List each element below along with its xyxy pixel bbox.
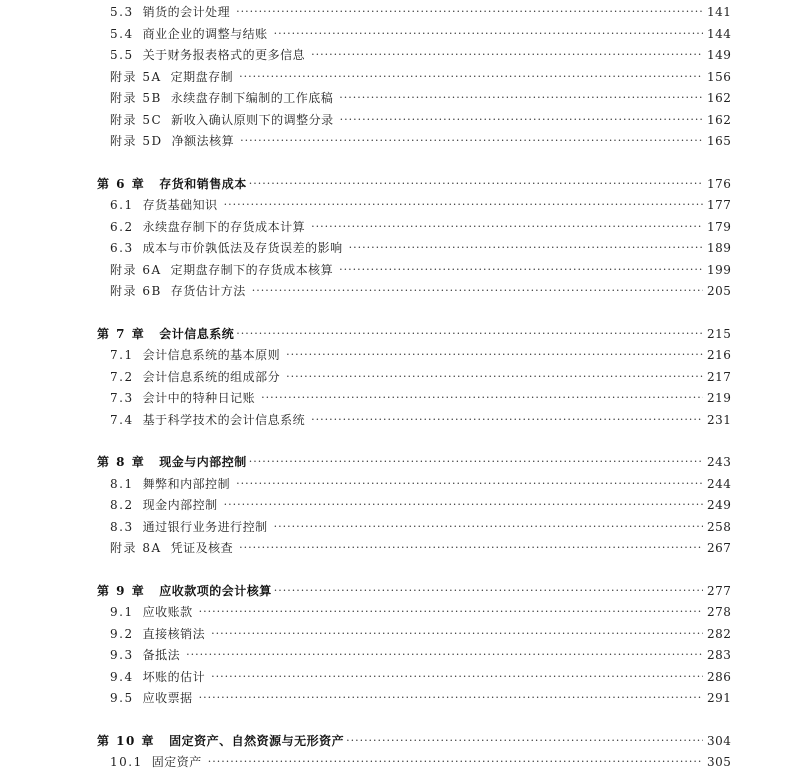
toc-section-entry[interactable] — [110, 25, 732, 43]
toc-entry-number: 附录 6B — [110, 284, 162, 298]
toc-entry-page: 219 — [707, 391, 732, 405]
toc-dot-leader — [208, 753, 703, 771]
toc-entry-number: 附录 6A — [110, 262, 162, 277]
toc-entry-title: 会计中的特种日记账 — [142, 391, 256, 405]
toc-entry-title: 基于科学技术的会计信息系统 — [142, 412, 306, 427]
toc-appendix-entry[interactable] — [110, 261, 732, 279]
toc-entry-page: 215 — [707, 326, 732, 341]
toc-entry-number: 5.4 — [110, 26, 134, 41]
toc-entry-title: 现金内部控制 — [142, 498, 218, 512]
toc-entry-title: 应收账款 — [142, 605, 193, 619]
toc-section-entry[interactable] — [110, 689, 732, 707]
toc-entry-page: 177 — [707, 198, 732, 212]
toc-entry-title: 关于财务报表格式的更多信息 — [142, 48, 306, 62]
toc-section-entry[interactable] — [110, 46, 732, 64]
toc-entry-title: 成本与市价孰低法及存货误差的影响 — [142, 241, 343, 255]
toc-entry-number: 附录 5A — [110, 69, 162, 84]
toc-chapter-entry[interactable] — [97, 175, 732, 193]
toc-dot-leader — [239, 539, 703, 557]
toc-entry-page: 141 — [707, 5, 732, 19]
toc-dot-leader — [249, 453, 703, 471]
toc-appendix-entry[interactable] — [110, 539, 732, 557]
toc-entry-title: 存货基础知识 — [142, 198, 218, 212]
toc-dot-leader — [274, 25, 703, 43]
toc-entry-page: 179 — [707, 219, 732, 234]
toc-section-entry[interactable] — [110, 389, 732, 407]
toc-chapter-entry[interactable] — [97, 453, 732, 471]
toc-entry-title: 现金与内部控制 — [159, 455, 247, 469]
toc-appendix-entry[interactable] — [110, 282, 732, 300]
toc-entry-number: 第 10 章 — [97, 733, 156, 748]
toc-appendix-entry[interactable] — [110, 89, 732, 107]
toc-entry-number: 6.1 — [110, 198, 134, 212]
toc-entry-page: 282 — [707, 626, 732, 641]
toc-entry-number: 9.5 — [110, 691, 134, 705]
toc-entry-page: 205 — [707, 284, 732, 298]
toc-entry-title: 存货估计方法 — [170, 284, 246, 298]
toc-entry-number: 5.3 — [110, 5, 134, 19]
toc-dot-leader — [286, 368, 703, 386]
toc-appendix-entry[interactable] — [110, 111, 732, 129]
toc-dot-leader — [211, 668, 703, 686]
toc-dot-leader — [274, 518, 703, 536]
toc-entry-number: 第 9 章 — [97, 583, 146, 598]
toc-entry-number: 8.1 — [110, 476, 134, 491]
toc-entry-page: 216 — [707, 348, 732, 362]
toc-chapter-entry[interactable] — [97, 732, 732, 750]
toc-section-entry[interactable] — [110, 603, 732, 621]
toc-entry-page: 176 — [707, 176, 732, 191]
toc-dot-leader — [340, 111, 703, 129]
toc-entry-page: 149 — [707, 48, 732, 62]
toc-dot-leader — [349, 239, 703, 257]
toc-dot-leader — [199, 603, 703, 621]
toc-dot-leader — [186, 646, 703, 664]
toc-dot-leader — [339, 261, 703, 279]
toc-appendix-entry[interactable] — [110, 132, 732, 150]
toc-dot-leader — [311, 46, 703, 64]
toc-entry-title: 新收入确认原则下的调整分录 — [171, 112, 334, 127]
toc-entry-title: 会计信息系统的基本原则 — [142, 348, 281, 362]
toc-entry-number: 6.3 — [110, 241, 134, 255]
toc-section-entry[interactable] — [110, 346, 732, 364]
toc-section-entry[interactable] — [110, 411, 732, 429]
toc-entry-page: 144 — [707, 26, 732, 41]
toc-entry-number: 10.1 — [110, 755, 143, 769]
toc-section-entry[interactable] — [110, 368, 732, 386]
toc-dot-leader — [224, 496, 703, 514]
toc-chapter-entry[interactable] — [97, 325, 732, 343]
toc-entry-title: 直接核销法 — [142, 626, 206, 641]
toc-section-entry[interactable] — [110, 668, 732, 686]
toc-dot-leader — [311, 218, 703, 236]
toc-section-entry[interactable] — [110, 753, 732, 771]
toc-entry-title: 永续盘存制下的存货成本计算 — [142, 219, 306, 234]
toc-entry-number: 8.3 — [110, 519, 134, 534]
toc-entry-number: 5.5 — [110, 48, 134, 62]
toc-entry-page: 249 — [707, 498, 732, 512]
toc-entry-page: 267 — [707, 541, 732, 555]
toc-section-entry[interactable] — [110, 518, 732, 536]
toc-dot-leader — [274, 582, 703, 600]
toc-dot-leader — [236, 475, 703, 493]
toc-entry-page: 244 — [707, 476, 732, 491]
toc-entry-title: 凭证及核查 — [170, 541, 234, 555]
toc-entry-number: 8.2 — [110, 498, 134, 512]
toc-entry-page: 231 — [707, 412, 732, 427]
toc-dot-leader — [252, 282, 703, 300]
toc-entry-page: 189 — [707, 241, 732, 255]
toc-dot-leader — [286, 346, 703, 364]
toc-dot-leader — [236, 3, 703, 21]
toc-entry-title: 商业企业的调整与结账 — [142, 26, 268, 41]
toc-entry-page: 162 — [707, 91, 732, 105]
toc-entry-title: 固定资产、自然资源与无形资产 — [169, 733, 345, 748]
toc-dot-leader — [224, 196, 703, 214]
toc-dot-leader — [346, 732, 703, 750]
toc-chapter-entry[interactable] — [97, 582, 732, 600]
toc-entry-page: 291 — [707, 691, 732, 705]
toc-section-entry[interactable] — [110, 646, 732, 664]
toc-entry-number: 9.4 — [110, 669, 134, 684]
toc-entry-title: 坏账的估计 — [142, 669, 206, 684]
toc-entry-number: 7.2 — [110, 369, 134, 384]
toc-entry-title: 销货的会计处理 — [142, 5, 231, 19]
toc-entry-page: 156 — [707, 69, 732, 84]
toc-section-entry[interactable] — [110, 496, 732, 514]
toc-dot-leader — [236, 325, 703, 343]
toc-entry-page: 304 — [707, 733, 732, 748]
toc-entry-number: 附录 8A — [110, 541, 162, 555]
toc-dot-leader — [199, 689, 703, 707]
toc-entry-number: 附录 5D — [110, 134, 163, 148]
toc-dot-leader — [249, 175, 703, 193]
toc-section-entry[interactable] — [110, 3, 732, 21]
toc-entry-page: 278 — [707, 605, 732, 619]
toc-entry-number: 第 6 章 — [97, 176, 146, 191]
toc-entry-page: 165 — [707, 134, 732, 148]
toc-entry-number: 6.2 — [110, 219, 134, 234]
toc-dot-leader — [311, 411, 703, 429]
toc-entry-title: 固定资产 — [151, 755, 202, 769]
toc-entry-title: 会计信息系统的组成部分 — [142, 369, 281, 384]
toc-entry-number: 第 8 章 — [97, 455, 146, 469]
toc-entry-number: 7.3 — [110, 391, 134, 405]
toc-dot-leader — [240, 132, 703, 150]
toc-entry-title: 净额法核算 — [171, 134, 235, 148]
toc-entry-title: 存货和销售成本 — [159, 176, 247, 191]
toc-section-entry[interactable] — [110, 239, 732, 257]
toc-dot-leader — [261, 389, 703, 407]
toc-entry-page: 199 — [707, 262, 732, 277]
toc-entry-page: 283 — [707, 648, 732, 662]
toc-section-entry[interactable] — [110, 625, 732, 643]
toc-entry-page: 243 — [707, 455, 732, 469]
toc-section-entry[interactable] — [110, 218, 732, 236]
toc-entry-page: 277 — [707, 583, 732, 598]
toc-section-entry[interactable] — [110, 475, 732, 493]
toc-entry-number: 9.3 — [110, 648, 134, 662]
toc-entry-number: 第 7 章 — [97, 326, 146, 341]
toc-dot-leader — [339, 89, 703, 107]
toc-entry-title: 定期盘存制下的存货成本核算 — [170, 262, 334, 277]
toc-entry-page: 217 — [707, 369, 732, 384]
toc-entry-number: 7.1 — [110, 348, 134, 362]
toc-entry-title: 应收票据 — [142, 691, 193, 705]
toc-entry-title: 通过银行业务进行控制 — [142, 519, 268, 534]
toc-entry-page: 305 — [707, 755, 732, 769]
toc-entry-page: 258 — [707, 519, 732, 534]
toc-entry-title: 定期盘存制 — [170, 69, 234, 84]
toc-entry-title: 永续盘存制下编制的工作底稿 — [170, 91, 334, 105]
toc-entry-title: 应收款项的会计核算 — [159, 583, 272, 598]
toc-entry-page: 286 — [707, 669, 732, 684]
toc-entry-number: 9.1 — [110, 605, 134, 619]
toc-entry-number: 附录 5C — [110, 112, 163, 127]
toc-entry-number: 7.4 — [110, 412, 134, 427]
toc-appendix-entry[interactable] — [110, 68, 732, 86]
toc-entry-title: 舞弊和内部控制 — [142, 476, 231, 491]
toc-entry-number: 9.2 — [110, 626, 134, 641]
toc-entry-title: 会计信息系统 — [159, 326, 235, 341]
toc-entry-number: 附录 5B — [110, 91, 162, 105]
toc-entry-page: 162 — [707, 112, 732, 127]
toc-dot-leader — [211, 625, 703, 643]
toc-entry-title: 备抵法 — [142, 648, 181, 662]
toc-dot-leader — [239, 68, 703, 86]
toc-section-entry[interactable] — [110, 196, 732, 214]
